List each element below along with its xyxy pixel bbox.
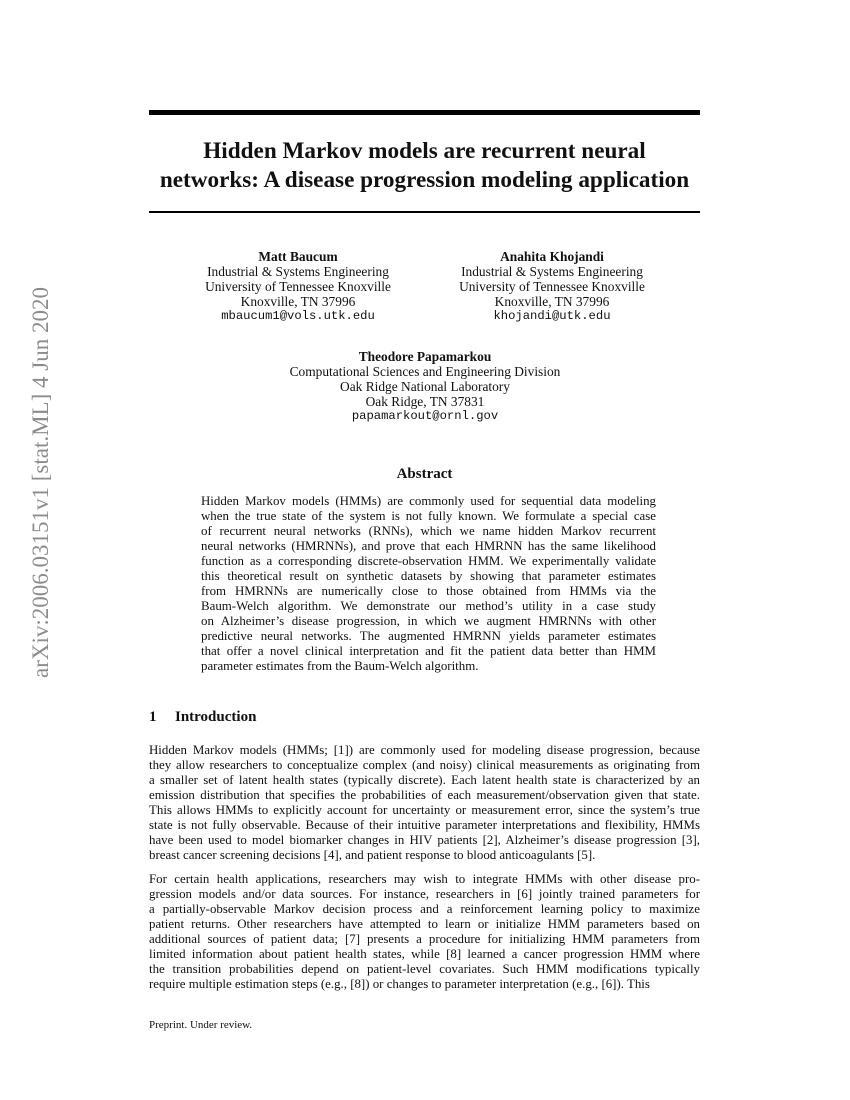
author-dept: Industrial & Systems Engineering xyxy=(461,264,643,279)
author-email: mbaucum1@vols.utk.edu xyxy=(221,309,375,323)
paragraph-line: additional sources of patient data; [7] presents a procedure for initializing HMM parameters from xyxy=(149,932,700,946)
author-org: Oak Ridge National Laboratory xyxy=(340,379,510,394)
title-top-rule xyxy=(149,110,700,115)
abstract-line: Baum-Welch algorithm. We demonstrate our method’s utility in a case study xyxy=(201,599,656,613)
author-dept: Industrial & Systems Engineering xyxy=(207,264,389,279)
author-name: Matt Baucum xyxy=(258,249,338,264)
paragraph-line: emission distribution that specifies the probabilities of each measurement/observation given that state. xyxy=(149,788,700,802)
author-org: University of Tennessee Knoxville xyxy=(205,279,391,294)
paragraph-line: gression models and/or data sources. For instance, researchers in [6] jointly trained parameters for xyxy=(149,887,700,901)
abstract-body xyxy=(201,494,656,674)
author-block-2 xyxy=(444,249,660,324)
abstract-line: Hidden Markov models (HMMs) are commonly used for sequential data modeling xyxy=(201,494,656,508)
paragraph-line: a smaller set of latent health states (typically discrete). Each latent health state is characterized by an xyxy=(149,773,700,787)
abstract-line: predictive neural networks. The augmented HMRNN yields parameter estimates xyxy=(201,629,656,643)
author-location: Oak Ridge, TN 37831 xyxy=(365,394,485,409)
abstract-line: this theoretical result on synthetic datasets by showing that parameter estimates xyxy=(201,569,656,583)
author-location: Knoxville, TN 37996 xyxy=(240,294,356,309)
paragraph-line: limited information about patient health states, while [8] learned a cancer progression HMM where xyxy=(149,947,700,961)
abstract-line: of recurrent neural networks (RNNs), which we name hidden Markov recurrent xyxy=(201,524,656,538)
title-line-2: networks: A disease progression modeling application xyxy=(159,167,690,193)
intro-paragraph-2 xyxy=(149,872,700,992)
paragraph-line: breast cancer screening decisions [4], and patient response to blood anticoagulants [5]. xyxy=(149,848,596,862)
author-dept: Computational Sciences and Engineering Division xyxy=(289,364,561,379)
section-title: Introduction xyxy=(175,709,257,725)
author-block-1 xyxy=(190,249,406,324)
author-org: University of Tennessee Knoxville xyxy=(459,279,645,294)
author-location: Knoxville, TN 37996 xyxy=(494,294,610,309)
abstract-heading: Abstract xyxy=(396,466,453,482)
abstract-line: that offer a novel clinical interpretation and fit the patient data better than HMM xyxy=(201,644,656,658)
paragraph-line: have been used to model biomarker changes in HIV patients [2], Alzheimer’s disease progression [3], xyxy=(149,833,700,847)
author-block-3 xyxy=(250,349,600,424)
paragraph-line: For certain health applications, researchers may wish to integrate HMMs with other disease pro- xyxy=(149,872,700,886)
author-name: Theodore Papamarkou xyxy=(358,349,492,364)
abstract-line: on Alzheimer’s disease progression, in which we augment HMRNNs with other xyxy=(201,614,656,628)
author-name: Anahita Khojandi xyxy=(500,249,604,264)
paragraph-line: a partially-observable Markov decision process and a reinforcement learning policy to maximize xyxy=(149,902,700,916)
abstract-line: neural networks (HMRNNs), and prove that each HMRNN has the same likelihood xyxy=(201,539,656,553)
paragraph-line: they allow researchers to conceptualize complex (and noisy) clinical measurements as originating from xyxy=(149,758,700,772)
abstract-line: from HMRNNs are numerically close to those obtained from HMMs via the xyxy=(201,584,656,598)
abstract-line: function as a corresponding discrete-observation HMM. We experimentally validate xyxy=(201,554,656,568)
paragraph-line: patient returns. Other researchers have attempted to learn or initialize HMM parameters based on xyxy=(149,917,700,931)
abstract-line: when the true state of the system is not fully known. We formulate a special case xyxy=(201,509,656,523)
paragraph-line: require multiple estimation steps (e.g., [8]) or changes to parameter interpretation (e.g., [6]). This xyxy=(149,977,650,991)
section-heading-introduction xyxy=(149,709,256,726)
section-number: 1 xyxy=(149,709,157,725)
title-line-1: Hidden Markov models are recurrent neural xyxy=(203,138,646,164)
paragraph-line: This allows HMMs to explicitly account for uncertainty or measurement error, since the system’s true xyxy=(149,803,700,817)
intro-paragraph-1 xyxy=(149,743,700,863)
abstract-line: parameter estimates from the Baum-Welch algorithm. xyxy=(201,659,479,673)
title-bottom-rule xyxy=(149,211,700,213)
author-email: papamarkout@ornl.gov xyxy=(351,409,499,423)
paragraph-line: Hidden Markov models (HMMs; [1]) are commonly used for modeling disease progression, because xyxy=(149,743,700,757)
paragraph-line: state is not fully observable. Because of their intuitive parameter interpretations and flexibility, HMMs xyxy=(149,818,700,832)
footer-note: Preprint. Under review. xyxy=(149,1019,253,1031)
paragraph-line: the transition probabilities depend on patient-level covariates. Such HMM modifications typically xyxy=(149,962,700,976)
arxiv-identifier: arXiv:2006.03151v1 [stat.ML] 4 Jun 2020 xyxy=(28,287,53,678)
paper-title xyxy=(149,137,700,195)
author-email: khojandi@utk.edu xyxy=(493,309,611,323)
